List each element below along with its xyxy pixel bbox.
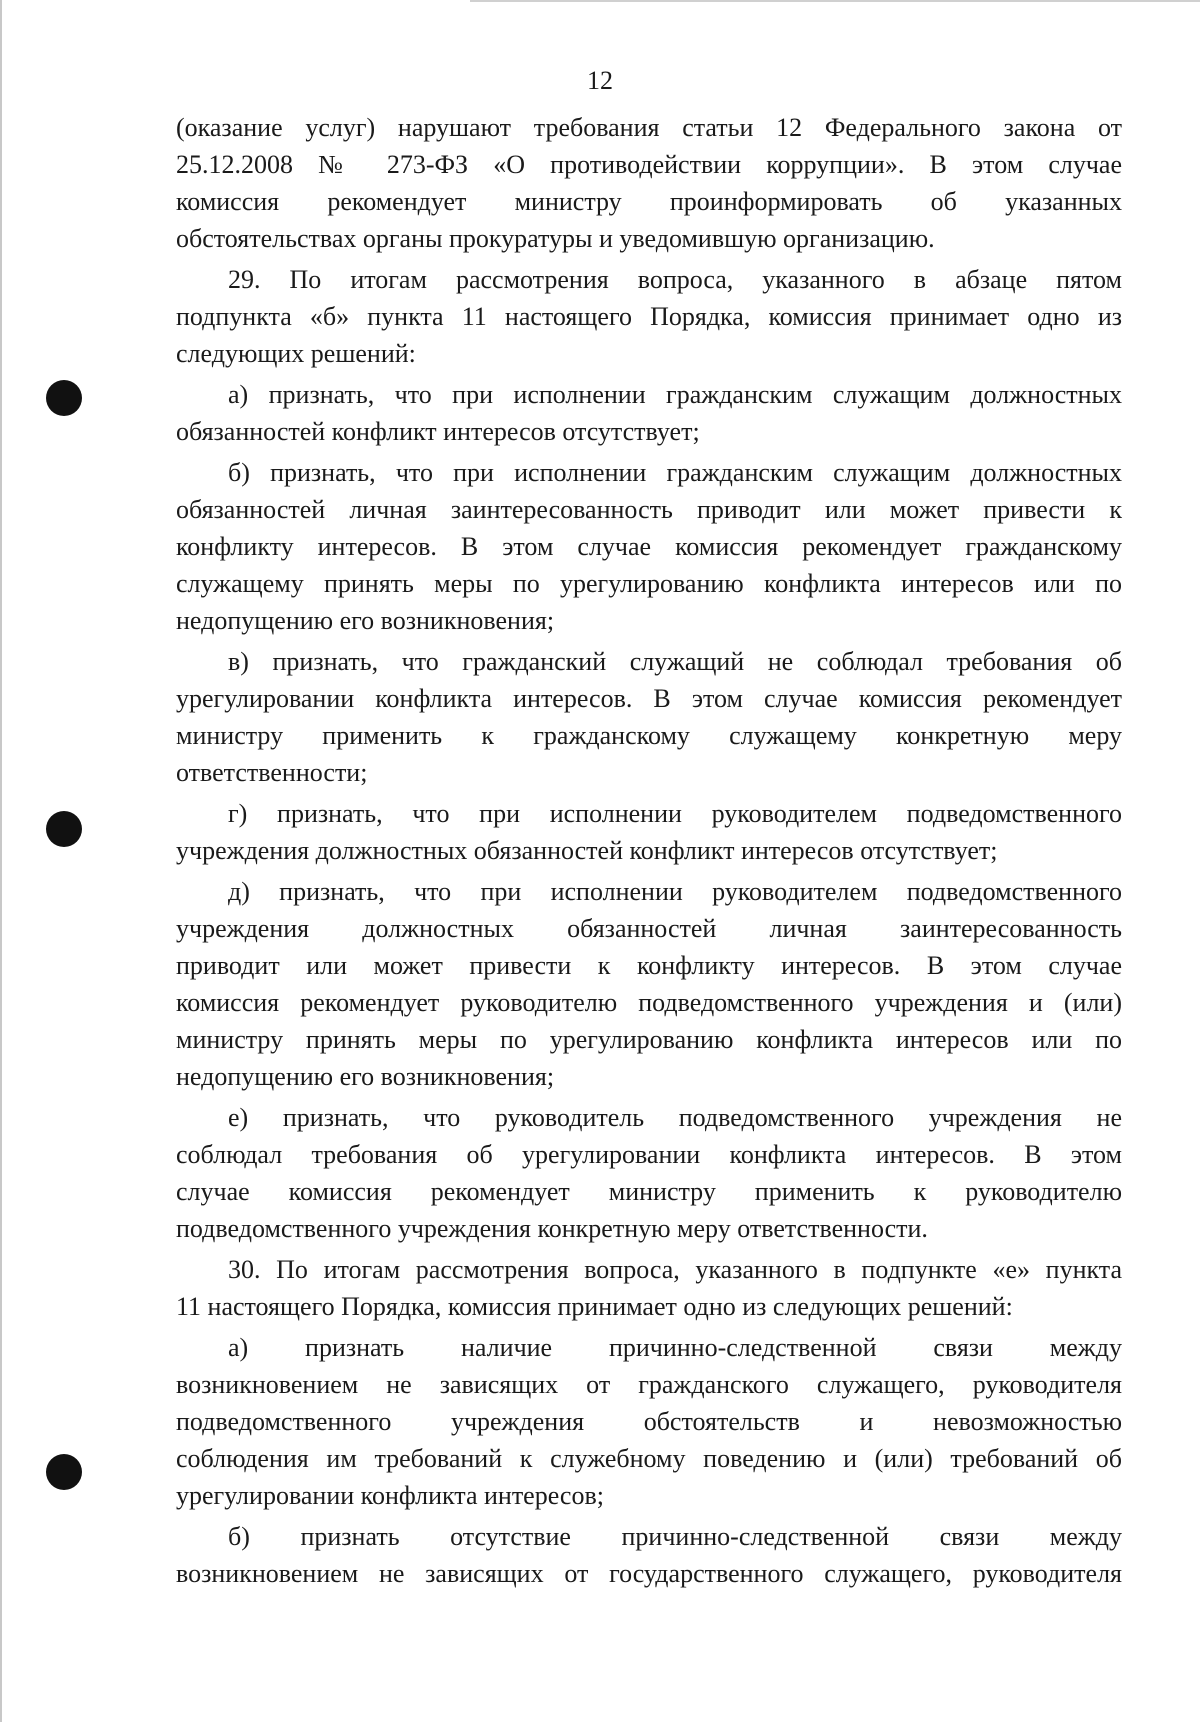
- text-line: урегулировании конфликта интересов;: [176, 1481, 604, 1510]
- text-line: недопущению его возникновения;: [176, 606, 555, 635]
- text-line: обстоятельствах органы прокуратуры и уведомившую организацию.: [176, 224, 935, 253]
- text-line: б) признать, что при исполнении гражданским служащим должностных: [228, 458, 1122, 487]
- text-line: министру принять меры по урегулированию конфликта интересов или по: [176, 1025, 1122, 1054]
- text-line: возникновением не зависящих от гражданского служащего, руководителя: [176, 1370, 1122, 1399]
- text-line: (оказание услуг) нарушают требования статьи 12 Федерального закона от: [176, 113, 1122, 142]
- text-line: 29. По итогам рассмотрения вопроса, указанного в абзаце пятом: [228, 265, 1122, 294]
- text-line: г) признать, что при исполнении руководителем подведомственного: [228, 799, 1122, 828]
- punch-hole-top: [46, 380, 82, 416]
- text-line: учреждения должностных обязанностей личная заинтересованность: [176, 914, 1122, 943]
- text-line: 30. По итогам рассмотрения вопроса, указанного в подпункте «е» пункта: [228, 1255, 1122, 1284]
- text-line: д) признать, что при исполнении руководителем подведомственного: [228, 877, 1122, 906]
- punch-hole-middle: [46, 811, 82, 847]
- text-line: а) признать, что при исполнении гражданским служащим должностных: [228, 380, 1122, 409]
- text-line: случае комиссия рекомендует министру применить к руководителю: [176, 1177, 1122, 1206]
- text-line: обязанностей конфликт интересов отсутствует;: [176, 417, 700, 446]
- text-line: е) признать, что руководитель подведомственного учреждения не: [228, 1103, 1122, 1132]
- text-line: приводит или может привести к конфликту интересов. В этом случае: [176, 951, 1122, 980]
- text-line: учреждения должностных обязанностей конфликт интересов отсутствует;: [176, 836, 998, 865]
- text-line: б) признать отсутствие причинно-следственной связи между: [228, 1522, 1122, 1551]
- text-line: соблюдал требования об урегулировании конфликта интересов. В этом: [176, 1140, 1122, 1169]
- text-line: соблюдения им требований к служебному поведению и (или) требований об: [176, 1444, 1122, 1473]
- scan-edge-left: [0, 0, 2, 1722]
- page-number: 12: [587, 66, 613, 95]
- text-line: возникновением не зависящих от государственного служащего, руководителя: [176, 1559, 1122, 1588]
- text-line: конфликту интересов. В этом случае комиссия рекомендует гражданскому: [176, 532, 1122, 561]
- text-line: обязанностей личная заинтересованность приводит или может привести к: [176, 495, 1122, 524]
- text-line: урегулировании конфликта интересов. В этом случае комиссия рекомендует: [176, 684, 1122, 713]
- text-line: подпункта «б» пункта 11 настоящего Порядка, комиссия принимает одно из: [176, 302, 1122, 331]
- text-line: ответственности;: [176, 758, 368, 787]
- text-line: служащему принять меры по урегулированию конфликта интересов или по: [176, 569, 1122, 598]
- text-line: подведомственного учреждения обстоятельств и невозможностью: [176, 1407, 1122, 1436]
- text-line: министру применить к гражданскому служащему конкретную меру: [176, 721, 1122, 750]
- text-line: подведомственного учреждения конкретную меру ответственности.: [176, 1214, 928, 1243]
- text-line: комиссия рекомендует руководителю подведомственного учреждения и (или): [176, 988, 1122, 1017]
- text-line: в) признать, что гражданский служащий не соблюдал требования об: [228, 647, 1122, 676]
- text-line: 25.12.2008 № 273-ФЗ «О противодействии коррупции». В этом случае: [176, 150, 1122, 179]
- text-line: недопущению его возникновения;: [176, 1062, 555, 1091]
- text-line: комиссия рекомендует министру проинформировать об указанных: [176, 187, 1122, 216]
- punch-hole-bottom: [46, 1454, 82, 1490]
- text-line: а) признать наличие причинно-следственной связи между: [228, 1333, 1122, 1362]
- text-line: 11 настоящего Порядка, комиссия принимает одно из следующих решений:: [176, 1292, 1013, 1321]
- scan-edge-top: [470, 0, 1200, 2]
- text-line: следующих решений:: [176, 339, 416, 368]
